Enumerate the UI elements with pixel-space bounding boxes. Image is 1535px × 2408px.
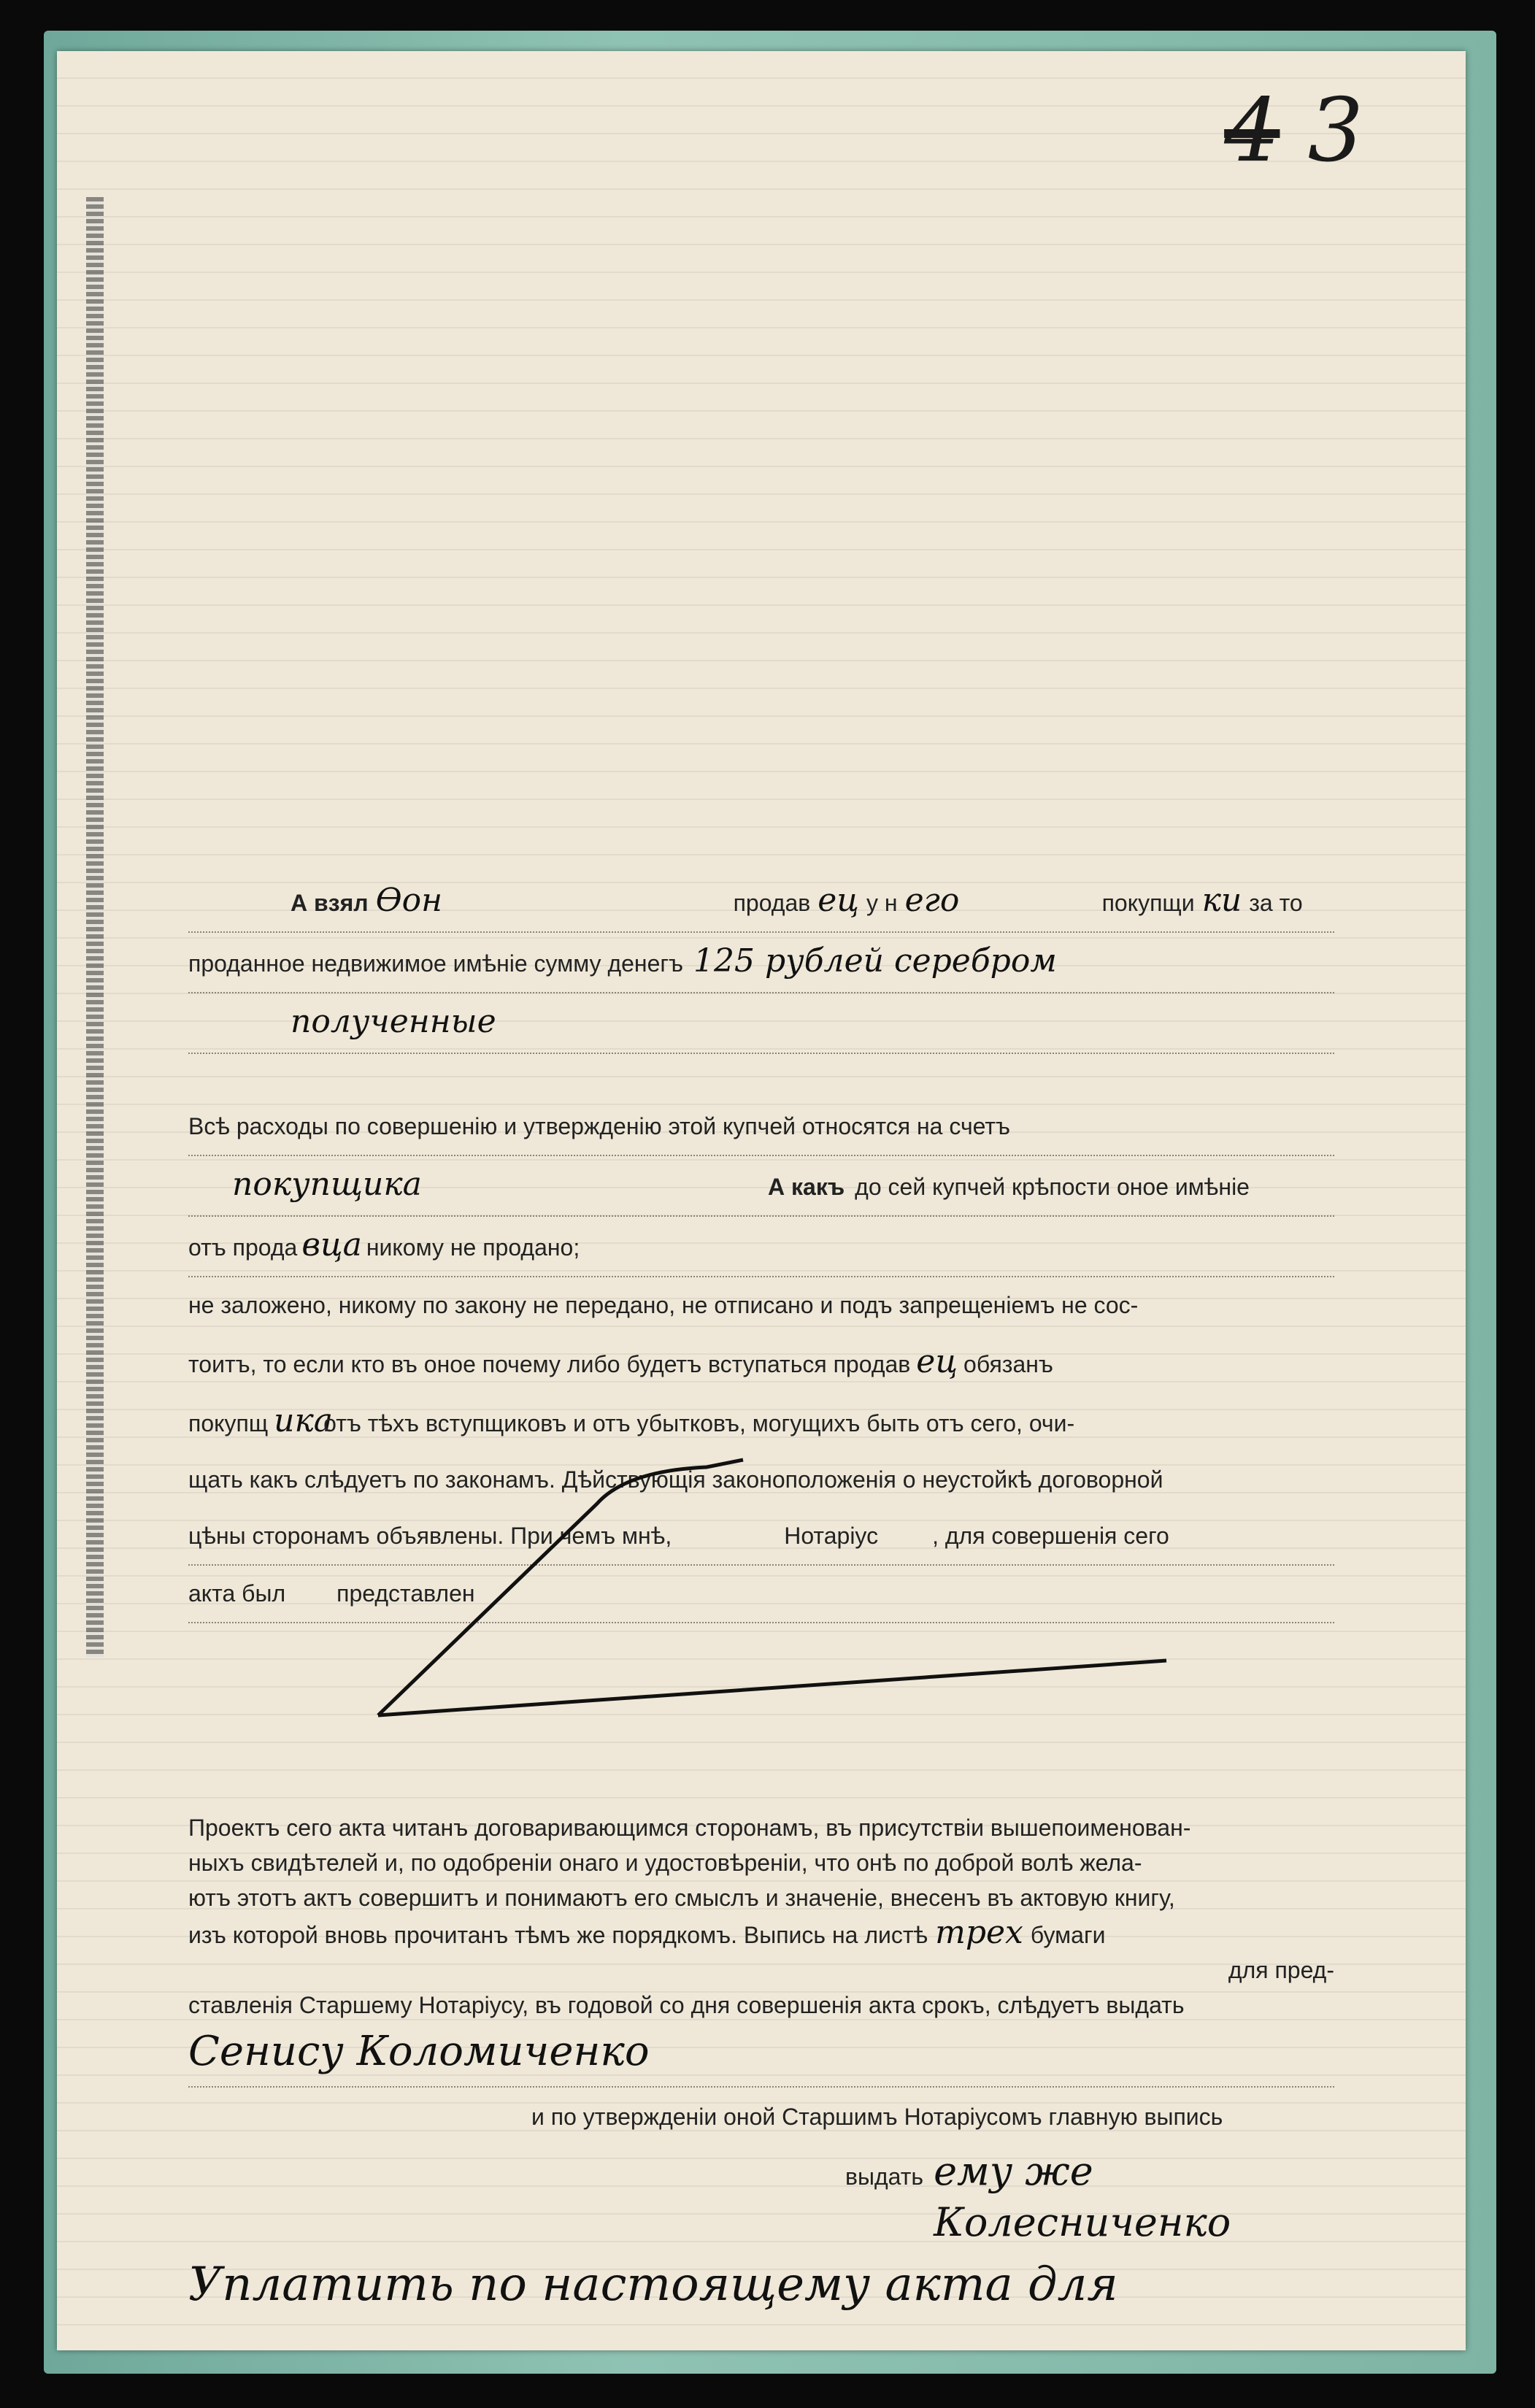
s2-line2-bold: А какъ <box>768 1174 845 1200</box>
s3-line2: ныхъ свидѣтелей и, по одобреніи онаго и удостовѣреніи, что онѣ по доброй волѣ желa- <box>188 1850 1142 1876</box>
s3-line9-hw: ему же Колесниченко <box>934 2148 1231 2245</box>
s3-line4 <box>188 1915 1334 1953</box>
s1-line2-hw: 125 рублей серебром <box>693 942 1057 980</box>
s2-line1: Всѣ расходы по совершенію и утвержденію этой купчей относятся на счетъ <box>188 1099 1334 1156</box>
s3-line6: ставленія Старшему Нотаріусу, въ годовой со дня совершенія акта срокъ, слѣдуетъ выдать <box>188 1992 1185 2018</box>
s2-line8-end: , для совершенія сего <box>932 1523 1169 1549</box>
s3-line9-prefix: выдать <box>845 2163 924 2190</box>
s2-line6-end: отъ тѣхъ вступщиковъ и отъ убытковъ, могущихъ быть отъ сего, очи- <box>323 1410 1075 1436</box>
s3-line5: для пред- <box>1228 1957 1334 1983</box>
s2-line7: щать какъ слѣдуетъ по законамъ. Дѣйствующія законоположенія о неустойкѣ договорной <box>188 1466 1163 1493</box>
s2-line3-prefix: отъ прода <box>188 1234 298 1261</box>
s2-line2-end: до сей купчей крѣпости оное имѣніе <box>855 1174 1250 1200</box>
s1-line2-prefix: проданное недвижимое имѣніе сумму денегъ <box>188 950 684 977</box>
s3-line4-end: бумаги <box>1030 1922 1106 1948</box>
s2-line6-hw: ика <box>274 1402 333 1439</box>
s3-line4-hw: трех <box>935 1914 1023 1951</box>
s2-line8-prefix: цѣны сторонамъ объявлены. При чемъ мнѣ, <box>188 1523 672 1549</box>
s2-line5-prefix: тоитъ, то если кто въ оное почему либо будетъ вступаться продав <box>188 1351 911 1377</box>
page-number-crossed: 4 <box>1224 80 1280 182</box>
s2-line3-hw: вца <box>301 1226 362 1263</box>
s1-line1 <box>188 872 1334 933</box>
s1-line2 <box>188 933 1334 993</box>
s3-line1: Проектъ сего акта читанъ договаривающимся сторонамъ, въ присутствіи вышепоименован- <box>188 1815 1191 1841</box>
s1-hw1: Ѳон <box>375 882 443 919</box>
s3-line10-hw: Уплатить по настоящему акта для <box>188 2258 1118 2312</box>
s1-mid2: у н <box>866 890 898 916</box>
s1-hw2: ец <box>817 882 860 919</box>
page-number <box>1224 80 1363 182</box>
section-3 <box>188 1810 1334 2328</box>
s3-line3: ютъ этотъ актъ совершитъ и понимаютъ его смыслъ и значеніе, внесенъ въ актовую книгу, <box>188 1885 1175 1911</box>
s2-line3-end: никому не продано; <box>366 1234 580 1261</box>
s1-line3-hw: полученные <box>291 1003 496 1040</box>
s1-end: за то <box>1249 890 1303 916</box>
document-page <box>57 51 1466 2350</box>
s1-mid3: покупщи <box>1101 890 1195 916</box>
page-number-value: 3 <box>1307 80 1363 182</box>
s2-line2-hw: покупщика <box>232 1166 422 1203</box>
section-1 <box>188 872 1334 1054</box>
s3-line4-prefix: изъ которой вновь прочитанъ тѣмъ же порядкомъ. Выпись на листѣ <box>188 1922 928 1948</box>
s2-line3 <box>188 1217 1334 1277</box>
s2-line5-hw1: ец <box>916 1343 958 1380</box>
s3-line9 <box>188 2146 1334 2248</box>
s2-line2 <box>188 1156 1334 1217</box>
s1-line3 <box>188 993 1334 1054</box>
s1-hw3: его <box>904 882 960 919</box>
s2-line9-mid: представлен <box>336 1580 475 1607</box>
s3-line8: и по утвержденіи оной Старшимъ Нотаріусомъ главную выпись <box>531 2104 1223 2130</box>
s2-line5 <box>188 1334 1334 1393</box>
s2-line9-prefix: акта был <box>188 1580 286 1607</box>
s3-line10 <box>188 2248 1334 2328</box>
s1-hw4: ки <box>1201 882 1242 919</box>
binding-thread <box>86 197 104 1657</box>
s1-mid1: продав <box>733 890 811 916</box>
s1-prefix: А взял <box>291 890 369 916</box>
s3-line7-hw: Сенису Коломиченко <box>188 2028 650 2075</box>
s2-line8-mid: Нотаріус <box>784 1523 879 1549</box>
signature-flourish <box>363 1401 1239 1766</box>
s2-line4: не заложено, никому по закону не передано, не отписано и подъ запрещеніемъ не сос- <box>188 1292 1139 1318</box>
s3-line7 <box>188 2023 1334 2088</box>
s2-line6-prefix: покупщ <box>188 1410 269 1436</box>
s2-line5-mid: обязанъ <box>963 1351 1053 1377</box>
